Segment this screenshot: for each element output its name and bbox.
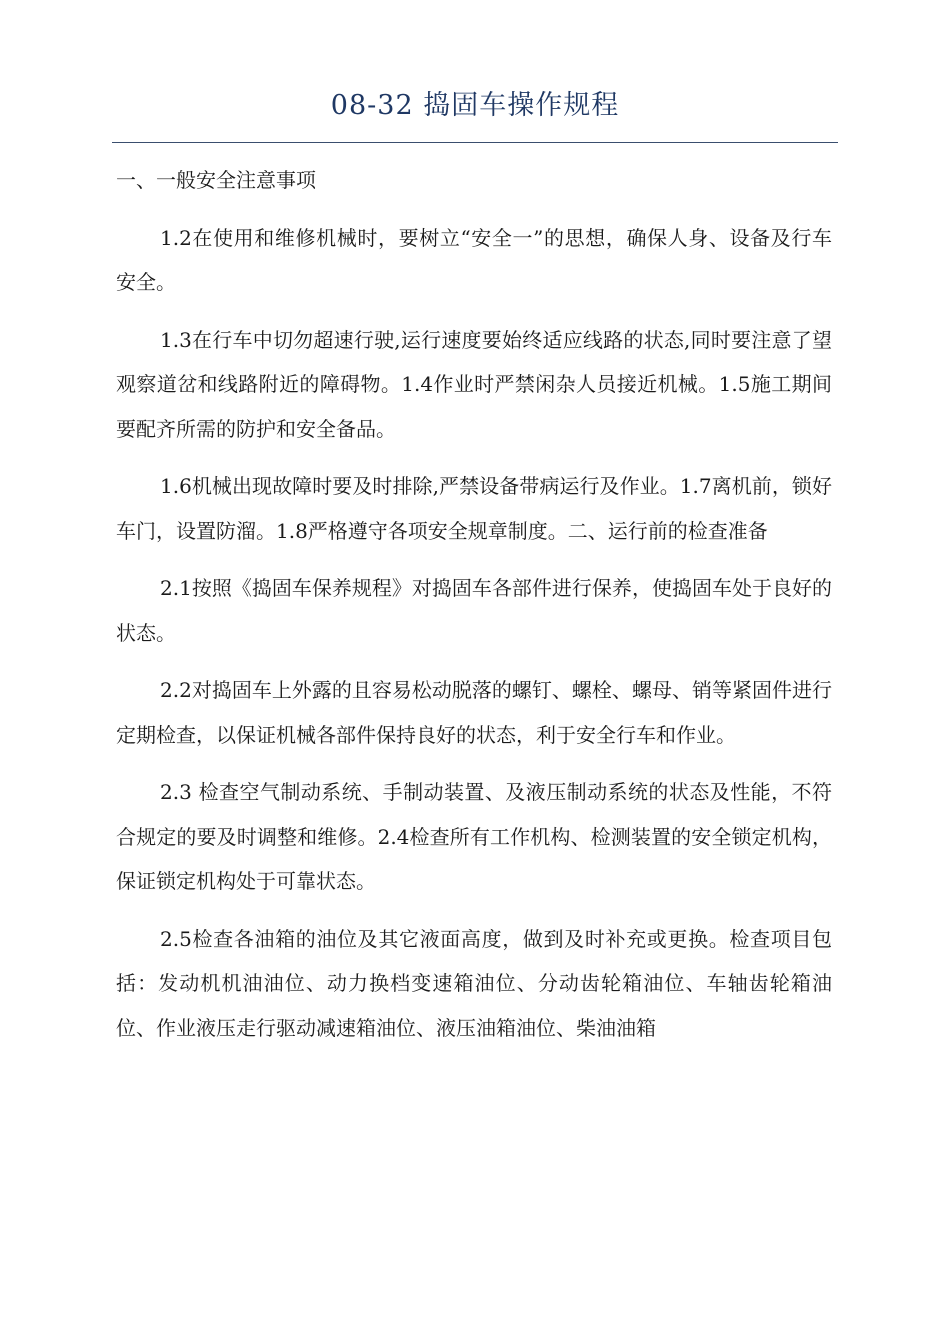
paragraph-1-6: 1.6机械出现故障时要及时排除,严禁设备带病运行及作业。1.7离机前，锁好车门，设置防溜。1.8严格遵守各项安全规章制度。二、运行前的检查准备 — [116, 474, 832, 543]
document-body — [116, 158, 832, 1063]
paragraph-2-2: 2.2对捣固车上外露的且容易松动脱落的螺钉、螺栓、螺母、销等紧固件进行定期检查，以保证机械各部件保持良好的状态，利于安全行车和作业。 — [116, 678, 832, 747]
paragraph-2-3: 2.3 检查空气制动系统、手制动装置、及液压制动系统的状态及性能，不符合规定的要及时调整和维修。2.4检查所有工作机构、检测装置的安全锁定机构，保证锁定机构处于可靠状态。 — [116, 780, 832, 893]
paragraph-1-3: 1.3在行车中切勿超速行驶,运行速度要始终适应线路的状态,同时要注意了望观察道岔和线路附近的障碍物。1.4作业时严禁闲杂人员接近机械。1.5施工期间要配齐所需的防护和安全备品。 — [116, 327, 832, 441]
paragraph-1-2: 1.2在使用和维修机械时，要树立“安全一”的思想，确保人身、设备及行车安全。 — [116, 225, 832, 294]
section-heading: 一、一般安全注意事项 — [116, 168, 316, 192]
paragraph-2-5: 2.5检查各油箱的油位及其它液面高度，做到及时补充或更换。检查项目包括：发动机机油油位、动力换档变速箱油位、分动齿轮箱油位、车轴齿轮箱油位、作业液压走行驱动减速箱油位、液压油箱油位、柴油油箱 — [116, 926, 832, 1040]
title-divider — [112, 142, 838, 143]
document-title: 08-32 捣固车操作规程 — [330, 90, 620, 121]
paragraph-2-1: 2.1按照《捣固车保养规程》对捣固车各部件进行保养，使捣固车处于良好的状态。 — [116, 576, 832, 645]
